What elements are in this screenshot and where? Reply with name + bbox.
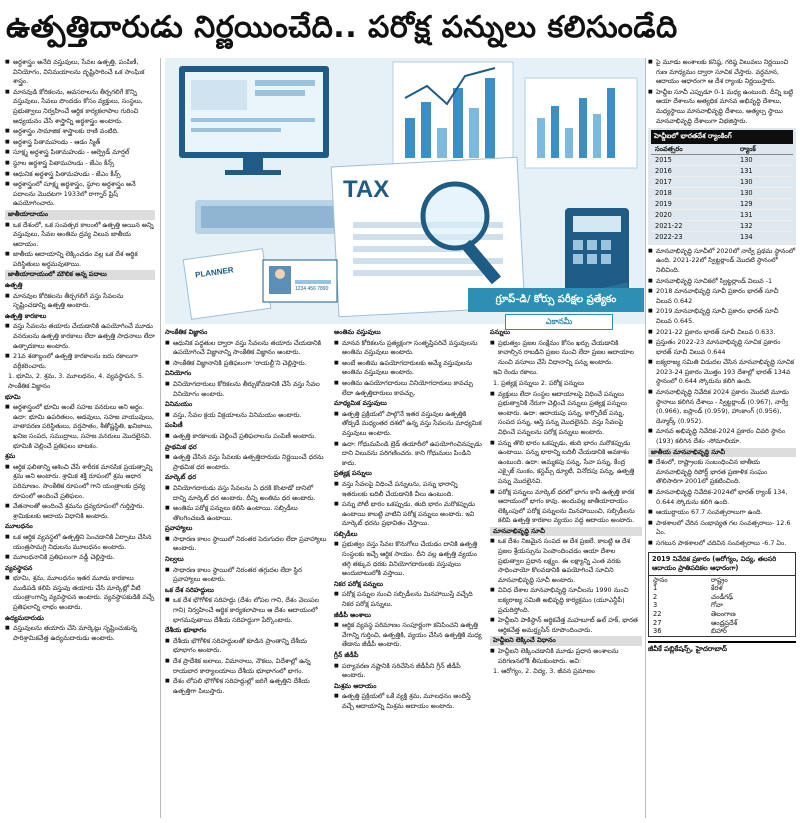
paragraph: ■ వినియోగదారుడు వస్తు సేవలను ఏ ధరకి కొంటాడో దానిలో దాన్ని మార్కెట్ ధర అంటారు. దీన్ని అంతిమ ధర అంటారు. xyxy=(165,484,328,503)
column-2 xyxy=(165,328,328,818)
paragraph: ■ సాధారణ కాలం స్థాయిలో నిరంతర పెరుగుదల లేదా ప్రవాహ్యాలు అంటారు. xyxy=(165,535,328,554)
table-cell: 132 xyxy=(736,220,793,231)
paragraph: ■ అర్థశాస్త్రం అనేది వస్తువులు, సేవల ఉత్పత్తి, పంపిణీ, వినియోగం, వినిమయాలను దృష్టిసారించే ఒక సాంఘిక శాస్త్రం. xyxy=(5,58,155,87)
paragraph: ■ అర్థశాస్త్ర పితామహుడు - ఆడం స్మిత్ xyxy=(5,138,155,148)
paragraph: ■ 2021-22 ప్రకారం భారత్ సూచీ విలువ 0.633. xyxy=(648,328,796,338)
subheading: జాతీయాదాయం xyxy=(5,210,155,220)
paragraph: ■ అంతిమ పరోక్ష పన్నులు కలిసి ఉంటాయి. సబ్సిడీలు తొలగించబడి ఉంటాయి. xyxy=(165,504,328,523)
subheading: హెచ్డీఐని లెక్కించే విధానం xyxy=(490,636,642,646)
paragraph: ■ హెచ్డీఐని పాకిస్థాన్ ఆర్థికవేత్త మహబూబ్ ఉల్ హక్, భారత ఆర్థికవేత్త అమర్త్యసేన్ రూపొందించారు. xyxy=(490,616,642,635)
subheading: సాంకేతిక విజ్ఞానం xyxy=(165,328,208,336)
rank-row xyxy=(651,187,793,198)
credit-line: జీవీకే పబ్లికేషన్స్, హైదరాబాద్ xyxy=(648,641,796,655)
paragraph: ■ పరోక్ష పన్నులు మార్కెట్ ధరలో భాగం కానీ ఉత్పత్తి కారక ఆదాయంలో భాగం కావు. అందువల్ల జాతీయాదాయం లెక్కింపులో పరోక్ష పన్నులను మినహాయించి, సబ్సిడీలను కలిపి ఉత్పత్తి కారకాల వ్యయం వద్ద ఆదాయం అంటారు. xyxy=(490,488,642,526)
state-rank-table xyxy=(649,576,795,636)
paragraph: ■ 2018 మానవాభివృద్ధి సూచీ ప్రకారం భారత్ సూచీ విలువ 0.642 xyxy=(648,287,796,306)
paragraph: ■ సగటున పాఠశాలలో చదివిన సంవత్సరాలు -6.7 ఏం. xyxy=(648,539,796,549)
paragraph: ■ హెచ్డీఐ సూచీ ఎప్పుడూ 0-1 మధ్య ఉంటుంది. దీన్ని బట్టి ఆయా దేశాలను అత్యధిక మానవ అభివృద్ధి దేశాలు, మధ్యస్థాయి మానవాభివృద్ధి దేశాలు, అత్యల్ప స్థాయి మానవాభివృద్ధి దేశాలుగా విభజిస్తారు. xyxy=(648,88,796,126)
paragraph: ■ ఆర్థిక వ్యవస్థ పరిమాణం సంపూర్ణంగా కనిపించని ఉత్పత్తి వేగాన్ని గుర్తించి, ఉత్పత్తికి, వ్యయం చేసిన ఉత్పత్తికి మధ్య తేడాను జీడీపీ అంటారు. xyxy=(334,621,484,650)
rank-row xyxy=(651,231,793,242)
paragraph: ■ ఆర్థిక ఫలితాన్ని ఆశించి చేసే శారీరక మానసిక ప్రయత్నాన్ని శ్రమ అని అంటారు. శ్రామిక శక్తి రూపంలో శ్రమ ఆధార పరిమాణం. సాంకేతిక రూపంలో గాని యంత్రాలకు ద్రవ్య రూపంలో అందించే ప్రతిఫలం. xyxy=(5,463,155,501)
subheading: మూలధనం xyxy=(5,522,33,531)
rank-row xyxy=(651,198,793,209)
subheading: ప్రవాహ్యాలు xyxy=(165,524,193,533)
planner-label: PLANNER xyxy=(194,265,235,280)
paragraph: ■ వివిధ దేశాల మానవాభివృద్ధి సూచీలను 1990 నుంచి ఐక్యరాజ్య సమితి అభివృద్ధి కార్యక్రమం (యూఎన్డీపీ) ప్రచురిస్తోంది. xyxy=(490,586,642,615)
paragraph: ■ అర్థశాస్త్రంలో సూక్ష్మ అర్థశాస్త్రం, స్థూల అర్థశాస్త్రం అనే పదాలను మొదటగా 1933లో రాగ్నార్ ఫ్రిష్ ఉపయోగించారు. xyxy=(5,180,155,209)
paragraph: ■ ఒక దేశం నిజమైన సంపద ఆ దేశ ప్రజలే. కాబట్టి ఆ దేశ ప్రజల శ్రేయస్సును పెంపొందించడం ఆయా దేశాల ప్రభుత్వాల ప్రధాన లక్ష్యం. ఈ లక్ష్యాన్ని ఎంత వరకు సాధించాయో కొలవడానికి ఉపయోగించే సూచిని మానవాభివృద్ధి సూచీ అంటారు. xyxy=(490,537,642,585)
paragraph: ■ అర్థశాస్త్రంలో భూమి అంటే సహజ వనరులు అని అర్థం. ఉదా: భూమి ఉపరితలం, అడవులు, సహజ వాయువులు, వాతావరణ పరిస్థితులు, వర్షపాతం, శీతోష్ణస్థితి, ఖనిజాలు, ఖనిజ సంపద, సముద్రాలు, సహజ వనరులు మొదలైనవి. భూమికి చెల్లించే ప్రతిఫలం బాటకం. xyxy=(5,403,155,451)
subheading: వినియోగం xyxy=(165,369,192,378)
subject-label: ఎకానమీ xyxy=(505,314,613,330)
paragraph: ■ ప్రభుత్వం ప్రజల సంక్షేమం కోసం ఖర్చు చేయడానికి కావాల్సిన రాబడిని ప్రజల నుంచి లేదా ప్రజల ఆదాయాల నుంచి వసూలు చేసే విధానాన్ని పన్ను అంటారు. xyxy=(490,339,642,368)
paragraph: ■ మానవాభివృద్ధి సూచికలో స్విట్జర్లాండ్ విలువ -1 xyxy=(648,277,796,287)
table-cell: ఆంధ్రప్రదేశ్ xyxy=(711,618,738,627)
paragraph: ■ వస్తు సేవలపై విధించే పన్నులను, పన్ను భారాన్ని ఇతరులకు బదిలీ చేయడానికి వీలు ఉంటుంది. xyxy=(334,480,484,499)
table-cell: కేరళ xyxy=(711,584,723,593)
subheading: నిల్వలు xyxy=(165,555,184,564)
table-cell: 3 xyxy=(653,601,658,610)
column-5 xyxy=(648,58,796,818)
table-cell: 2017 xyxy=(651,176,736,187)
paragraph: ■ వినియోగదారులు కోరికలను తీర్చుకోవడానికి చేసే వస్తు సేవల వినియోగం అంటారు. xyxy=(165,380,328,399)
paragraph: ■ వస్తు సేవలను తయారు చేయడానికి ఉపయోగించే మూడు వనరులను ఉత్పత్తి కారకాలు లేదా ఉత్పత్తి సాధనాలు లేదా ఉత్పాదకాలు అంటారు. xyxy=(5,322,155,351)
paragraph: ■ ఉత్పత్తి కారకాలకు చెల్లించే ప్రతిఫలాలను పంపిణీ అంటారు. xyxy=(165,432,328,442)
column-5-intro xyxy=(648,58,796,126)
paragraph: ■ హెచ్డీఐని లెక్కించడానికి మూడు ప్రధాన అంశాలను పరిగణనలోకి తీసుకుంటారు. అవి: xyxy=(490,647,642,666)
paragraph: ■ ప్రభుత్వం వస్తు సేవల కొనుగోలు చేయడం దానికి ఉత్పత్తి సంస్థలకు ఇచ్చే ఆర్థిక సాయం. దీని వల్ల ఉత్పత్తి వ్యయం తగ్గి తక్కువ ధరకు వినియోగదారులకు వస్తువులు అందుబాటులోకి వస్తాయి. xyxy=(334,540,484,578)
exam-banner: గ్రూప్-డి/ కోర్సు పరీక్షల ప్రత్యేకం xyxy=(468,288,644,312)
tax-illustration-svg xyxy=(165,58,645,324)
paragraph: ■ పరోక్ష పన్నుల నుంచి సబ్సిడీలను మినహాయిస్తే వచ్చేది నికర పరోక్ష పన్నులు. xyxy=(334,590,484,609)
paragraph: ■ పై మూడు అంశాలకు కనిష్ఠ, గరిష్ఠ విలువలు నిర్ణయించి గుణ మాధ్యమం ద్వారా సూచిక చేస్తారు. వర్ధమాన, ఆదాయం ఆధారంగా ఆ దేశ ర్యాంకు నిర్ణయిస్తారు. xyxy=(648,58,796,87)
state-rank-box xyxy=(648,552,796,637)
paragraph: ■ ఉత్పత్తి ప్రక్రియలో పాల్గొనే ఇతర వస్తువుల ఉత్పత్తికి తోడ్పడే మధ్యంతర దశలో ఉన్న వస్తు సేవలను మాధ్యమిక వస్తువులు అంటారు. xyxy=(334,410,484,439)
paragraph: ■ ఒక దేశ భౌగోళిక సరిహద్దు (దేశం లోపల గాని, దేశం వెలుపల గాని) నిర్వహించే ఆర్థిక కార్యకలాపాలు ఆ దేశం ఆదాయంలో భాగమవుతాయి దేశీయ సరిహద్దుగా పేర్కొంటారు. xyxy=(165,596,328,625)
paragraph: ■ ప్రస్తుతం 2022-23 మానవాభివృద్ధి సూచిక ప్రకారం భారత్ సూచీ విలువ 0.644 xyxy=(648,338,796,357)
paragraph: ■ అర్థశాస్త్రం సామాజిక శాస్త్రాలకు రాణి వంటిది. xyxy=(5,127,155,137)
paragraph: ■ ఆధునిక అర్థశాస్త్ర పితామహుడు - జేఎం కీన్స్ xyxy=(5,170,155,180)
state-rank-title: 2019 నివేదిక ప్రకారం (ఆరోగ్యం, విద్య, తలసరి ఆదాయం ప్రాతిపదికల ఆధారంగా) xyxy=(649,553,795,576)
paragraph: ■ మానవ అభివృద్ధి నివేదిక-2024 ప్రకారం చివరి స్థానం (193) కలిగిన దేశం -సోమాలియా. xyxy=(648,427,796,446)
state-row xyxy=(649,627,795,636)
paragraph: ■ దేశం లోపలి భౌగోళిక సరిహద్దుల్లో జరిగే ఉత్పత్తిని దేశీయ ఉత్పత్తిగా పిలుస్తారు. xyxy=(165,677,328,696)
subheading: ప్రత్యక్ష పన్నులు xyxy=(334,469,372,478)
paragraph: ■ సాధారణ కాలం స్థాయిలో నిరంతర తగ్గుదల లేదా స్థిర ప్రవాహ్యాలు అంటారు. xyxy=(165,566,328,585)
hdi-rank-box xyxy=(648,128,796,245)
paragraph: ■ 21వ శతాబ్దంలో ఉత్పత్తి కారకాలను ఐదు రకాలుగా వర్గీకరించారు. xyxy=(5,352,155,371)
column-3 xyxy=(334,328,484,818)
headline: ఉత్పత్తిదారుడు నిర్ణయించేది.. పరోక్ష పన్నులు కలిసుండేది xyxy=(6,10,678,45)
subheading: జాతీయ మానవాభివృద్ధి సూచీ xyxy=(648,448,796,458)
tax-label: TAX xyxy=(343,176,390,203)
subheading: ఉత్పత్తి కారకాలు xyxy=(5,311,47,320)
state-row xyxy=(649,584,795,593)
subheading: మార్కెట్ ధర xyxy=(165,473,197,482)
paragraph: ■ సాంకేతిక విజ్ఞానానికి ప్రతిఫలంగా 'రాయల్టీ'ని చెల్లిస్తారు. xyxy=(165,359,328,369)
tax-illustration xyxy=(165,58,645,324)
table-cell: 2021-22 xyxy=(651,220,736,231)
paragraph: ■ మానవుడి కోరికలను, ఆవసరాలను తీర్చగలిగే కొన్ని వస్తువులు, సేవలు పొందడం కోసం వ్యక్తులు, సంస్థలు, ప్రభుత్వాలు నిర్వహించే ఆర్థిక కార్యకలాపాల గురించి అధ్యయనం చేసే శాస్త్రాన్ని అర్థశాస్త్రం అంటారు. xyxy=(5,88,155,126)
table-cell: 2020 xyxy=(651,209,736,220)
paragraph: ■ భూమి, శ్రమ, మూలధనం ఇతర మూడు కారకాలు ముడిపడి కలిపి వస్తువు తయారు చేసి మార్కెట్లో వీటి యంత్రాంగాన్ని వ్యవస్థాపన అంటారు. వ్యవస్థాపకుడికి వచ్చే ప్రతిఫలాన్ని లాభం అంటారు. xyxy=(5,574,155,612)
table-cell: 2015 xyxy=(651,154,736,165)
subheading: వినిమయం xyxy=(165,400,193,409)
table-cell: 2022-23 xyxy=(651,231,736,242)
subheading: జాతీయాదాయంలో మౌలిక అన్న పదాలు xyxy=(5,270,155,280)
table-cell: తెలంగాణ xyxy=(711,609,736,618)
paragraph: ■ మానవ కోరికలను ప్రత్యక్షంగా సంతృప్తిపరిచే వస్తువులను అంతిమ వస్తువులు అంటారు. xyxy=(334,339,484,358)
paragraph: 1. భూమి, 2. శ్రమ, 3. మూలధనం, 4. వ్యవస్థాపన, 5. సాంకేతిక విజ్ఞానం xyxy=(8,372,144,390)
table-cell: 129 xyxy=(736,198,793,209)
subheading: ఒక దేశ సరిహద్దులు xyxy=(165,585,214,594)
paragraph: ■ ఐక్యరాజ్య సమితి విడుదల చేసిన మానవాభివృద్ధి సూచిక 2023-24 ప్రకారం మొత్తం 193 దేశాల్లో భారత్ 134వ స్థానంలో 0.644 స్కోరును కలిగి ఉంది. xyxy=(648,358,796,387)
rank-row xyxy=(651,220,793,231)
subheading: నికర పరోక్ష పన్నులు xyxy=(334,579,383,588)
table-cell: 131 xyxy=(736,165,793,176)
subheading: మాధ్యమిక వస్తువులు xyxy=(334,399,387,408)
rank-row xyxy=(651,154,793,165)
state-header-position: స్థానం xyxy=(653,575,668,584)
subheading: గ్రీన్ జీడీపీ xyxy=(334,651,359,659)
paragraph: ■ ఉత్పత్తి చేసిన వస్తు సేవలకు ఉత్పత్తిదారుడు నిర్ణయించే ధరను ప్రాథమిక ధర అంటారు. xyxy=(165,453,328,472)
table-cell: 2016 xyxy=(651,165,736,176)
subheading: మానవాభివృద్ధి సూచీ xyxy=(490,527,642,537)
paragraph: ■ పాఠశాలలో చేరిన సంభావ్యత గల సంవత్సరాలు- 12.6 ఏం. xyxy=(648,519,796,538)
subheading: పన్నులు xyxy=(490,328,510,336)
subheading: పంపిణీ xyxy=(165,421,183,430)
state-row xyxy=(649,601,795,610)
state-row xyxy=(649,619,795,628)
column-1 xyxy=(5,58,155,818)
paragraph: ■ దేశీయ భౌగోళిక సరిహద్దులతో కూడిన ప్రాంతాన్ని దేశీయ భూభాగం అంటారు. xyxy=(165,637,328,656)
rank-header-year: సంవత్సరం xyxy=(651,144,736,155)
hdi-rank-table xyxy=(651,144,793,243)
paragraph: ■ స్థూల అర్థశాస్త్ర పితామహుడు - జేఎం కీన్స్ xyxy=(5,159,155,169)
table-cell: 27 xyxy=(653,618,662,627)
table-cell: బిహార్ xyxy=(711,627,727,636)
paragraph: ■ ఉదా: గోధుమపిండి బ్రెడ్ తయారీలో ఉపయోగించినప్పుడు దాని విలువను పరిగణించరు. కాని గోధుమలు పిండిని కాదు. xyxy=(334,440,484,469)
paragraph: ■ 2019 మానవాభివృద్ధి సూచీ ప్రకారం భారత్ సూచీ విలువ 0.645. xyxy=(648,307,796,326)
paragraph: ■ దేశంలో, రాష్ట్రాలకు సంబంధించిన జాతీయ మానవాభివృద్ధి రిపోర్ట్ భారత ప్రణాళిక సంఘం తొలిసారిగా 2001లో ప్రకటించింది. xyxy=(648,458,796,487)
paragraph: ■ మానవాభివృద్ధి నివేదిక 2024 ప్రకారం మొదటి మూడు స్థానాలు కలిగిన దేశాలు - స్విట్జర్లాండ్ (0.967), నార్వే (0.966), ఐస్లాండ్ (0.959), హాంకాంగ్ (0.956), డెన్మార్క్ (0.952). xyxy=(648,388,796,426)
column-divider xyxy=(645,58,646,818)
paragraph: ■ అంటే అంతిమ ఉపయోగదారులకు అమ్మే వస్తువులను అంతిమ వస్తువులు అంటారు. xyxy=(334,359,484,378)
column-5-body xyxy=(648,247,796,549)
column-4 xyxy=(490,328,642,818)
paragraph: ■ పన్ను పోటీ భారం ఒకప్పుడు, తుది భారం మరొకప్పుడు ఉంటాయి కాబట్టి వాటిని పరోక్ష పన్నులు అంటారు. ఇవి మార్కెట్ ధరను ప్రభావితం చేస్తాయి. xyxy=(334,500,484,529)
paragraph: ■ వ్యక్తులు లేదా సంస్థల ఆదాయాలపై విధించే పన్నులు ప్రభుత్వానికి నేరుగా చెల్లించే పన్నులు ప్రత్యక్ష పన్నులు అంటారు. ఉదా: ఆదాయపు పన్ను, కార్పొరేట్ పన్ను, సంపద పన్ను, ఆస్తి పన్ను మొదలైనవి. వస్తు సేవలపై విధించే పన్నులను పరోక్ష పన్నులు అంటారు. xyxy=(490,390,642,438)
paragraph: 1. ప్రత్యక్ష పన్నులు 2. పరోక్ష పన్నులు xyxy=(493,378,584,387)
subheading: ఉద్యమదారుడు xyxy=(5,613,44,622)
subheading: దేశీయ భూభాగం xyxy=(165,626,207,635)
table-cell: 2019 xyxy=(651,198,736,209)
paragraph: ■ వేతనాలతో అందించే శ్రమను ద్రవ్యరూపంలో గుర్తిస్తారు. శ్రామికులకు ఆదాయ విధానికి అంటారు. xyxy=(5,502,155,521)
paragraph: ■ పర్యావరణ నష్టానికి సరిచేసిన జీడీపీని గ్రీన్ జీడీపీ అంటారు. xyxy=(334,662,484,681)
paragraph: ■ ఒక దేశంలో, ఒక సంవత్సర కాలంలో ఉత్పత్తి అయిన అన్ని వస్తువులు, సేవల అంతిమ ద్రవ్య విలువ జాతీయ ఆదాయం. xyxy=(5,221,155,250)
subheading: మిశ్రమ ఆదాయం xyxy=(334,681,377,690)
subheading: భూమి xyxy=(5,392,21,401)
subheading: వ్యవస్థాపన xyxy=(5,563,33,572)
state-row xyxy=(649,593,795,602)
rank-row xyxy=(651,176,793,187)
hdi-rank-title: హెచ్డీఐలో భారతదేశ ర్యాంకింగ్ xyxy=(651,130,793,144)
rank-header-rank: ర్యాంక్ xyxy=(736,144,793,155)
subheading: అంతిమ వస్తువులు xyxy=(334,328,381,336)
table-cell: 36 xyxy=(653,627,662,636)
paragraph: ■ వస్తు, సేవల క్రయ విక్రయాలను వినిమయం అంటారు. xyxy=(165,411,328,421)
table-cell: 130 xyxy=(736,154,793,165)
column-divider xyxy=(160,58,161,818)
paragraph: ■ అంతిమ ఉపయోగదారులు వినియోగదారులు కావచ్చు లేదా ఉత్పత్తిదారులు కావచ్చు. xyxy=(334,379,484,398)
paragraph: ■ మానవాభివృద్ధి సూచీలో 2020లో నార్వే ప్రథమ స్థానంలో ఉంది. 2021-22లో స్విట్జర్లాండ్ మొదటి స్థానంలో నిలిచింది. xyxy=(648,247,796,276)
state-header-state: రాష్ట్రం xyxy=(711,575,728,584)
paragraph: ■ జాతీయ ఆదాయాన్ని లెక్కించడం వల్ల ఒక దేశ ఆర్థిక పరిస్థితులు అర్థమవుతాయి. xyxy=(5,250,155,269)
paragraph: ■ ఆయుర్దాయం 67.7 సంవత్సరాలుగా ఉంది. xyxy=(648,508,796,518)
paragraph: ■ మానవాభివృద్ధి నివేదిక-2024లో భారత్ ర్యాంక్ 134, 0.644 స్కోరును కలిగి ఉంది. xyxy=(648,488,796,507)
paragraph: ■ ఒక ఆర్థిక వ్యవస్థలో ఉత్పత్తిని పెంచడానికి ఏర్పాటు చేసిన యంత్రసామగ్రి నిధులను మూలధనం అంటారు. xyxy=(5,533,155,552)
paragraph: ■ ఉత్పత్తి ప్రక్రియలో ఒకే వ్యక్తి శ్రమ, మూలధనం అందిస్తే వచ్చే ఆదాయాన్ని మిశ్రమ ఆదాయం అంటారు. xyxy=(334,692,484,711)
paragraph: ■ వస్తువులను తయారు చేసి మార్కెట్లు సృష్టించుకున్న పారిశ్రామికవేత్త ఉద్యమదారుడు అంటారు. xyxy=(5,624,155,643)
subheading: ఉత్పత్తి xyxy=(5,281,23,290)
table-cell: గోవా xyxy=(711,601,723,610)
paragraph: ■ దేశ ప్రాదేశిక జలాలు, విమానాలు, నౌకలు, విదేశాల్లో ఉన్న రాయబార కార్యాలయాలు దేశీయ భూభాగంలో భాగం. xyxy=(165,657,328,676)
table-cell: చండీగఢ్ xyxy=(711,592,733,601)
table-cell: 130 xyxy=(736,187,793,198)
table-cell: 22 xyxy=(653,609,662,618)
rank-row xyxy=(651,165,793,176)
state-row xyxy=(649,610,795,619)
table-cell: 134 xyxy=(736,231,793,242)
table-cell: 131 xyxy=(736,209,793,220)
paragraph: ■ ఆధునిక పద్ధతుల ద్వారా వస్తు సేవలను తయారు చేయడానికి ఉపయోగించే విజ్ఞానాన్ని సాంకేతిక విజ్ఞానం అంటారు. xyxy=(165,339,328,358)
paragraph: ■ మూలధనానికి ప్రతిఫలంగా వడ్డీ చెల్లిస్తారు. xyxy=(5,553,155,563)
table-cell: 1 xyxy=(653,584,658,593)
rank-row xyxy=(651,209,793,220)
paragraph: ఇవి రెండు రకాలు. xyxy=(493,368,539,377)
table-cell: 2 xyxy=(653,592,658,601)
paragraph: ■ పన్ను తొలి భారం ఒకప్పుడు, తుది భారం మరొకప్పుడు ఉంటాయి. పన్ను భారాన్ని బదిలీ చేయడానికి అవకాశం ఉంటుంది. ఉదా: అమ్మకపు పన్ను, సేవా పన్ను, కేంద్ర ఎక్సైజ్ సుంకం, కస్టమ్స్ డ్యూటీ, వినోదపు పన్ను, ఉత్పత్తి పన్ను మొదలైనవి. xyxy=(490,439,642,487)
subheading: సబ్సిడీలు xyxy=(334,529,358,538)
id-card-text: 1234 456 7890 xyxy=(295,286,329,292)
table-cell: 130 xyxy=(736,176,793,187)
paragraph: ■ సూక్ష్మ అర్థశాస్త్ర పితామహుడు - ఆల్ఫ్రెడ్ మార్షల్ xyxy=(5,148,155,158)
paragraph: ■ మానవుల కోరికలను తీర్చగలిగే వస్తు సేవలను సృష్టించడాన్ని ఉత్పత్తి అంటారు. xyxy=(5,292,155,311)
subheading: జీడీపీ అంశాలు xyxy=(334,610,371,619)
table-cell: 2018 xyxy=(651,187,736,198)
subheading: శ్రమ xyxy=(5,452,16,461)
subheading: ప్రాథమిక ధర xyxy=(165,442,197,451)
paragraph: 1. ఆరోగ్యం, 2. విద్య, 3. జీవన ప్రమాణం xyxy=(493,667,596,676)
